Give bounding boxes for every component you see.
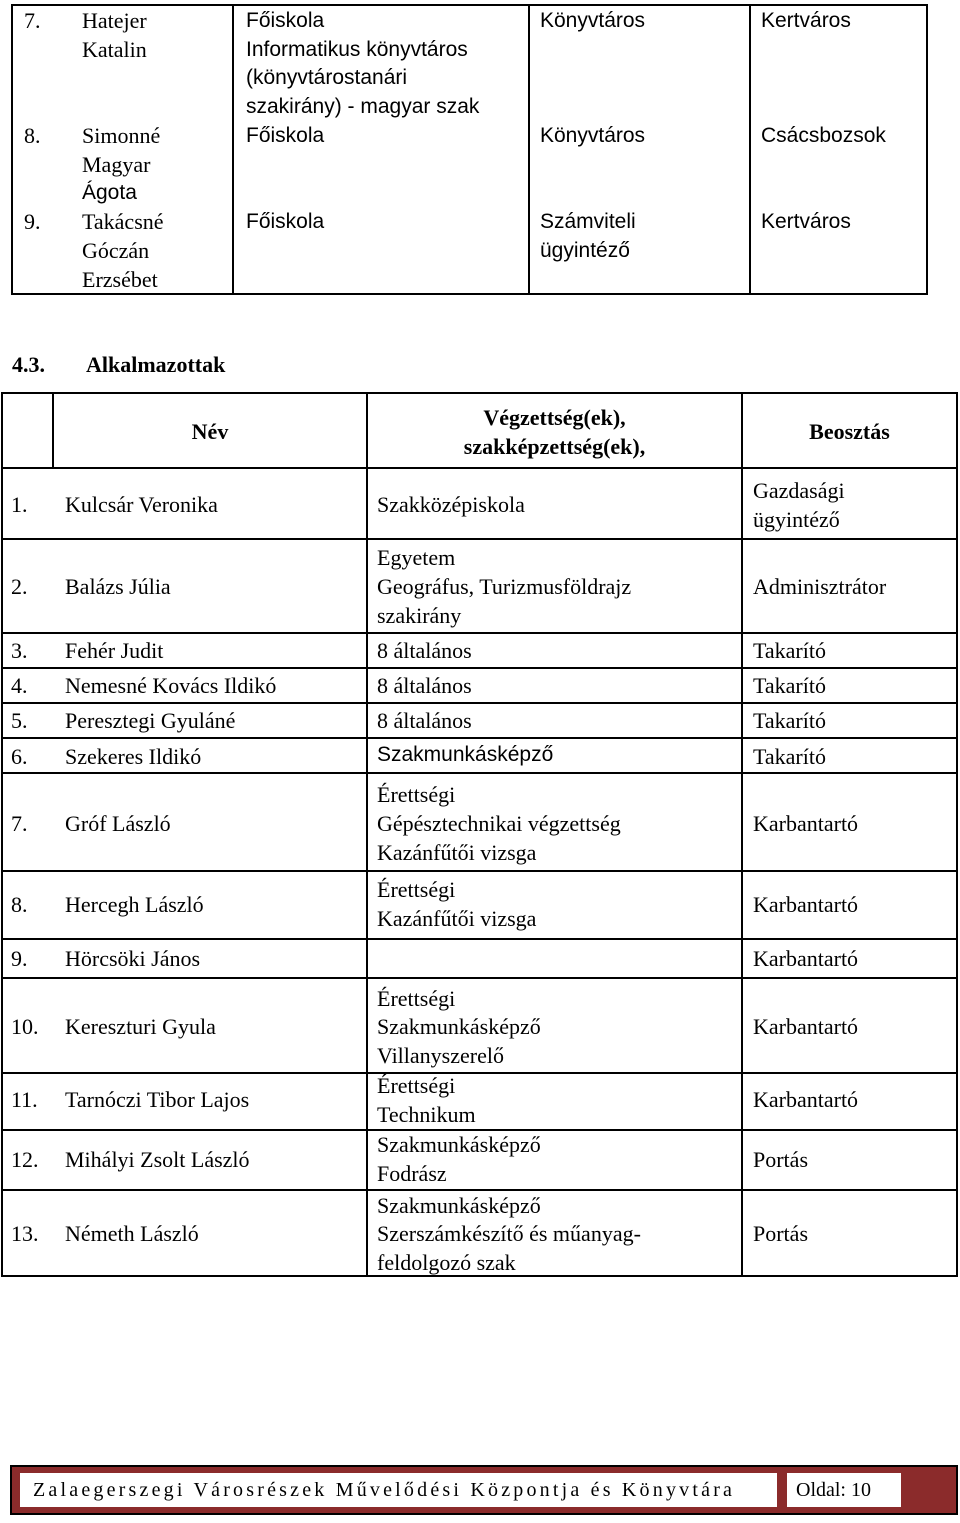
person-name: Peresztegi Gyuláné	[65, 708, 236, 733]
person-name: Tarnóczi Tibor Lajos	[65, 1087, 250, 1112]
person-name: Simonné	[82, 123, 161, 148]
job-title: Adminisztrátor	[753, 574, 887, 599]
education: Szakközépiskola	[377, 492, 525, 517]
job-title: Gazdasági	[753, 478, 845, 503]
job-title: Karbantartó	[753, 892, 859, 917]
table-border	[1, 392, 3, 1277]
person-name: Gróf László	[65, 811, 171, 836]
table-border	[1, 632, 958, 634]
location: Kertváros	[761, 210, 851, 233]
row-number: 1.	[11, 492, 28, 517]
row-number: 9.	[11, 946, 28, 971]
person-name: Ágota	[82, 181, 137, 204]
table-border	[1, 870, 958, 872]
row-number: 9.	[24, 209, 41, 234]
job-title: Könyvtáros	[540, 124, 646, 147]
education: Technikum	[377, 1102, 476, 1127]
education: Szakmunkásképző	[377, 1132, 541, 1157]
education: Érettségi	[377, 877, 456, 902]
table-border	[366, 392, 368, 1277]
job-title: Takarító	[753, 673, 826, 698]
education: Geográfus, Turizmusföldrajz	[377, 574, 632, 599]
job-title: Könyvtáros	[540, 9, 646, 32]
education: 8 általános	[377, 638, 472, 663]
education: Főiskola	[246, 210, 325, 233]
row-number: 7.	[24, 8, 41, 33]
column-header-role: Beosztás	[809, 419, 890, 444]
person-name: Mihályi Zsolt László	[65, 1147, 250, 1172]
education: Kazánfűtői vizsga	[377, 840, 537, 865]
person-name: Kulcsár Veronika	[65, 492, 218, 517]
person-name: Katalin	[82, 37, 147, 62]
table-border	[926, 4, 928, 295]
table-border	[11, 4, 13, 295]
table-border	[528, 4, 530, 295]
table-border	[1, 977, 958, 979]
person-name: Fehér Judit	[65, 638, 164, 663]
education: Kazánfűtői vizsga	[377, 906, 537, 931]
job-title: ügyintéző	[540, 239, 630, 262]
education: Szakmunkásképző	[377, 743, 554, 766]
section-number: 4.3.	[12, 352, 45, 377]
table-border	[741, 392, 743, 1277]
row-number: 10.	[11, 1014, 39, 1039]
education: Szerszámkészítő és műanyag-	[377, 1221, 641, 1246]
job-title: Számviteli	[540, 210, 636, 233]
row-number: 3.	[11, 638, 28, 663]
location: Csácsbozsok	[761, 124, 886, 147]
row-number: 12.	[11, 1147, 39, 1172]
person-name: Hatejer	[82, 8, 147, 33]
education: Szakmunkásképző	[377, 1014, 541, 1039]
education: 8 általános	[377, 673, 472, 698]
footer-institution-name: Zalaegerszegi Városrészek Művelődési Központja és Könyvtára	[33, 1479, 736, 1501]
person-name: Góczán	[82, 238, 150, 263]
education: Főiskola	[246, 124, 325, 147]
education: Villanyszerelő	[377, 1043, 504, 1068]
education: Szakmunkásképző	[377, 1193, 541, 1218]
table-border	[1, 392, 958, 394]
education: Informatikus könyvtáros	[246, 38, 468, 61]
person-name: Szekeres Ildikó	[65, 744, 202, 769]
education: szakirány	[377, 603, 462, 628]
education: Gépésztechnikai végzettség	[377, 811, 621, 836]
education: feldolgozó szak	[377, 1250, 516, 1275]
person-name: Balázs Júlia	[65, 574, 171, 599]
table-border	[1, 702, 958, 704]
person-name: Magyar	[82, 152, 151, 177]
person-name: Erzsébet	[82, 267, 158, 292]
row-number: 2.	[11, 574, 28, 599]
row-number: 8.	[11, 892, 28, 917]
row-number: 4.	[11, 673, 28, 698]
education: Érettségi	[377, 986, 456, 1011]
job-title: Takarító	[753, 708, 826, 733]
job-title: Karbantartó	[753, 1087, 859, 1112]
education: Érettségi	[377, 1073, 456, 1098]
column-header-education: szakképzettség(ek),	[463, 434, 646, 459]
table-border	[956, 392, 958, 1277]
row-number: 5.	[11, 708, 28, 733]
table-border	[1, 1072, 958, 1074]
person-name: Nemesné Kovács Ildikó	[65, 673, 277, 698]
job-title: Takarító	[753, 744, 826, 769]
education: szakirány) - magyar szak	[246, 95, 480, 118]
row-number: 8.	[24, 123, 41, 148]
job-title: Takarító	[753, 638, 826, 663]
row-number: 6.	[11, 744, 28, 769]
job-title: Karbantartó	[753, 946, 859, 971]
column-header-education: Végzettség(ek),	[483, 405, 626, 430]
table-border	[1, 737, 958, 739]
education: Érettségi	[377, 782, 456, 807]
person-name: Kereszturi Gyula	[65, 1014, 216, 1039]
table-border	[1, 938, 958, 940]
row-number: 7.	[11, 811, 28, 836]
person-name: Németh László	[65, 1221, 199, 1246]
table-border	[1, 538, 958, 540]
education: (könyvtárostanári	[246, 66, 408, 89]
row-number: 13.	[11, 1221, 39, 1246]
row-number: 11.	[11, 1087, 38, 1112]
section-title: Alkalmazottak	[86, 352, 226, 377]
table-border	[749, 4, 751, 295]
page-number: Oldal: 10	[796, 1479, 871, 1501]
education: Egyetem	[377, 545, 456, 570]
person-name: Hercegh László	[65, 892, 204, 917]
job-title: Karbantartó	[753, 811, 859, 836]
person-name: Takácsné	[82, 209, 164, 234]
column-header-name: Név	[191, 419, 229, 444]
location: Kertváros	[761, 9, 851, 32]
job-title: Karbantartó	[753, 1014, 859, 1039]
table-border	[232, 4, 234, 295]
job-title: ügyintéző	[753, 507, 840, 532]
person-name: Hörcsöki János	[65, 946, 201, 971]
education: 8 általános	[377, 708, 472, 733]
job-title: Portás	[753, 1147, 808, 1172]
education: Főiskola	[246, 9, 325, 32]
table-border	[1, 467, 958, 469]
education: Fodrász	[377, 1161, 447, 1186]
table-border	[1, 772, 958, 774]
job-title: Portás	[753, 1221, 808, 1246]
table-border	[1, 667, 958, 669]
